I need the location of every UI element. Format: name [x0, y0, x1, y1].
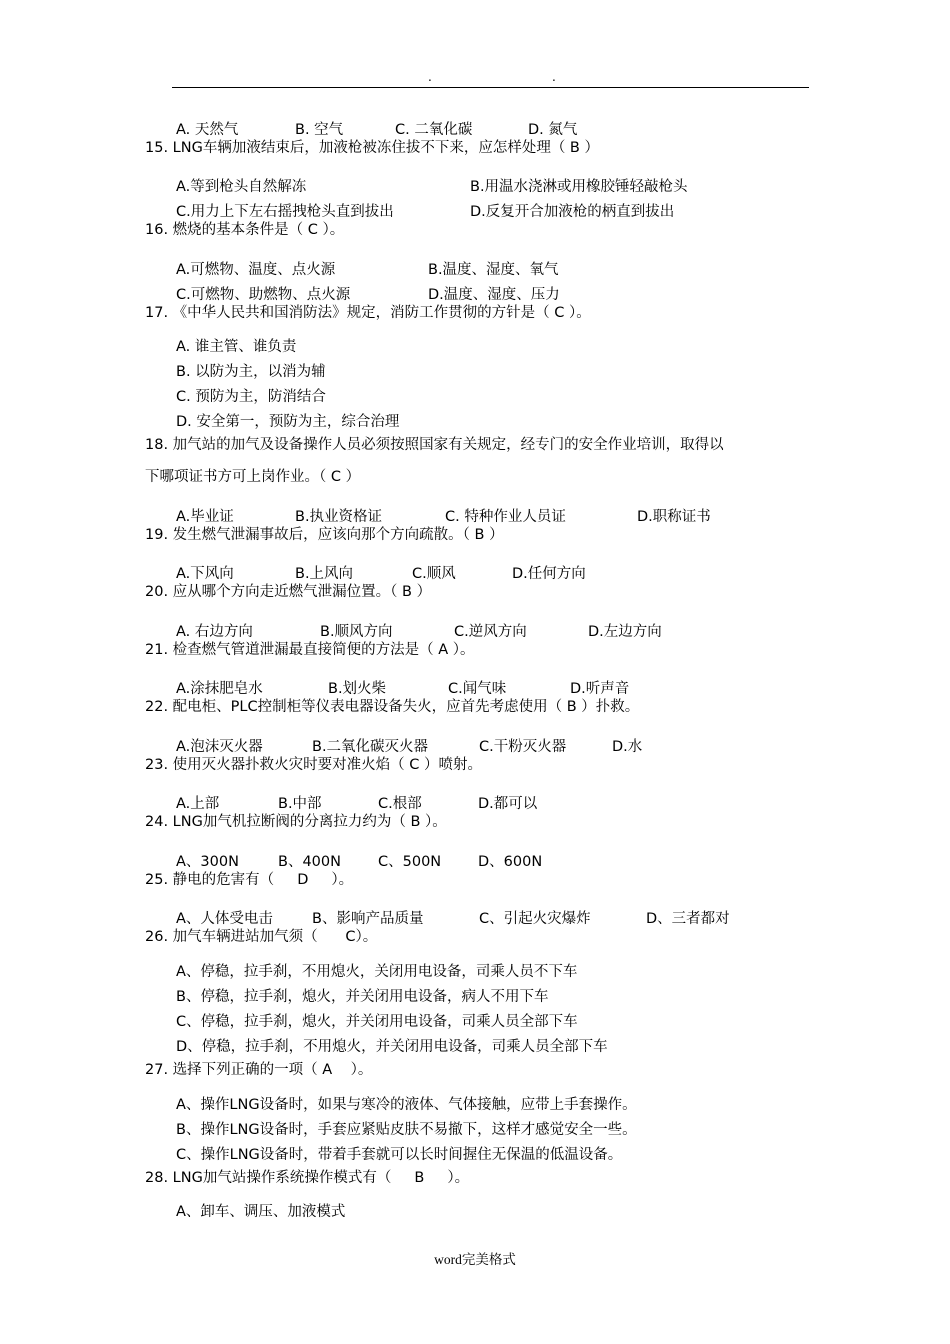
answer-option: C.干粉灭火器: [479, 739, 567, 755]
answer-option: C. 预防为主，防消结合: [176, 389, 326, 405]
question-text: 24. LNG加气机拉断阀的分离拉力约为（ B ）。: [145, 814, 447, 830]
answer-option: D.温度、湿度、压力: [428, 287, 560, 303]
answer-option: B.划火柴: [328, 681, 387, 697]
answer-option: A.涂抹肥皂水: [176, 681, 263, 697]
question-text: 20. 应从哪个方向走近燃气泄漏位置。（ B ）: [145, 584, 432, 600]
answer-option: A. 右边方向: [176, 624, 253, 640]
question-text: 27. 选择下列正确的一项（ A ）。: [145, 1062, 373, 1078]
question-text: 15. LNG车辆加液结束后，加液枪被冻住拔不下来，应怎样处理（ B ）: [145, 140, 599, 156]
answer-option: C、引起火灾爆炸: [479, 911, 591, 927]
header-dot-left: .: [428, 70, 432, 84]
question-text: 16. 燃烧的基本条件是（ C ）。: [145, 222, 345, 238]
answer-option: D.水: [612, 739, 643, 755]
answer-option: D.任何方向: [512, 566, 586, 582]
answer-option: A.可燃物、温度、点火源: [176, 262, 336, 278]
answer-option: B.中部: [278, 796, 322, 812]
answer-option: D、三者都对: [646, 911, 730, 927]
answer-option: A、300N: [176, 854, 239, 870]
answer-option: A、人体受电击: [176, 911, 273, 927]
answer-option: A. 谁主管、谁负责: [176, 339, 297, 355]
question-text: 25. 静电的危害有（ D ）。: [145, 872, 354, 888]
answer-option: C、操作LNG设备时，带着手套就可以长时间握住无保温的低温设备。: [176, 1147, 623, 1163]
answer-option: A.泡沫灭火器: [176, 739, 263, 755]
answer-option: D.反复开合加液枪的柄直到拔出: [470, 204, 675, 220]
answer-option: B.二氧化碳灭火器: [312, 739, 429, 755]
answer-option: C.闻气味: [448, 681, 507, 697]
answer-option: B、停稳，拉手刹，熄火，并关闭用电设备，病人不用下车: [176, 989, 549, 1005]
question-text: 23. 使用灭火器扑救火灾时要对准火焰（ C ）喷射。: [145, 757, 483, 773]
answer-option: B、操作LNG设备时，手套应紧贴皮肤不易撤下，这样才感觉安全一些。: [176, 1122, 637, 1138]
question-text: 17. 《中华人民共和国消防法》规定，消防工作贯彻的方针是（ C ）。: [145, 305, 591, 321]
answer-option: C、500N: [378, 854, 442, 870]
answer-option: A.下风向: [176, 566, 234, 582]
page-footer: word完美格式: [434, 1252, 516, 1267]
answer-option: A.等到枪头自然解冻: [176, 179, 307, 195]
answer-option: D、停稳，拉手刹，不用熄火，并关闭用电设备，司乘人员全部下车: [176, 1039, 608, 1055]
answer-option: D.听声音: [570, 681, 630, 697]
question-text: 18. 加气站的加气及设备操作人员必须按照国家有关规定，经专门的安全作业培训，取得以: [145, 437, 724, 453]
answer-option: B.顺风方向: [320, 624, 393, 640]
answer-option: C.可燃物、助燃物、点火源: [176, 287, 351, 303]
header-rule: [172, 87, 809, 88]
answer-option: C.逆风方向: [454, 624, 527, 640]
answer-option: A.毕业证: [176, 509, 234, 525]
answer-option: D. 氮气: [528, 122, 578, 138]
answer-option: D.职称证书: [637, 509, 711, 525]
question-text: 22. 配电柜、PLC控制柜等仪表电器设备失火，应首先考虑使用（ B ）扑救。: [145, 699, 640, 715]
answer-option: D. 安全第一，预防为主，综合治理: [176, 414, 400, 430]
answer-option: C. 特种作业人员证: [445, 509, 566, 525]
answer-option: A.上部: [176, 796, 220, 812]
answer-option: D.都可以: [478, 796, 538, 812]
answer-option: B、影响产品质量: [312, 911, 424, 927]
answer-option: D、600N: [478, 854, 543, 870]
question-text: 28. LNG加气站操作系统操作模式有（ B ）。: [145, 1170, 470, 1186]
answer-option: B. 以防为主，以消为辅: [176, 364, 326, 380]
answer-option: A、停稳，拉手刹，不用熄火，关闭用电设备，司乘人员不下车: [176, 964, 578, 980]
answer-option: B. 空气: [295, 122, 344, 138]
answer-option: B.上风向: [295, 566, 354, 582]
answer-option: C.顺风: [412, 566, 456, 582]
answer-option: C.根部: [378, 796, 422, 812]
answer-option: C.用力上下左右摇拽枪头直到拔出: [176, 204, 394, 220]
header-dot-right: .: [552, 70, 556, 84]
answer-option: A、卸车、调压、加液模式: [176, 1204, 346, 1220]
answer-option: A. 天然气: [176, 122, 239, 138]
answer-option: B.执业资格证: [295, 509, 383, 525]
answer-option: A、操作LNG设备时，如果与寒冷的液体、气体接触，应带上手套操作。: [176, 1097, 637, 1113]
answer-option: B.用温水浇淋或用橡胶锤轻敲枪头: [470, 179, 688, 195]
question-text: 下哪项证书方可上岗作业。（ C ）: [145, 469, 361, 485]
answer-option: D.左边方向: [588, 624, 662, 640]
answer-option: B、400N: [278, 854, 341, 870]
question-text: 19. 发生燃气泄漏事故后，应该向那个方向疏散。（ B ）: [145, 527, 504, 543]
answer-option: C、停稳，拉手刹，熄火，并关闭用电设备，司乘人员全部下车: [176, 1014, 578, 1030]
question-text: 26. 加气车辆进站加气须（ C）。: [145, 929, 378, 945]
question-text: 21. 检查燃气管道泄漏最直接简便的方法是（ A ）。: [145, 642, 475, 658]
answer-option: B.温度、湿度、氧气: [428, 262, 559, 278]
answer-option: C. 二氧化碳: [395, 122, 473, 138]
